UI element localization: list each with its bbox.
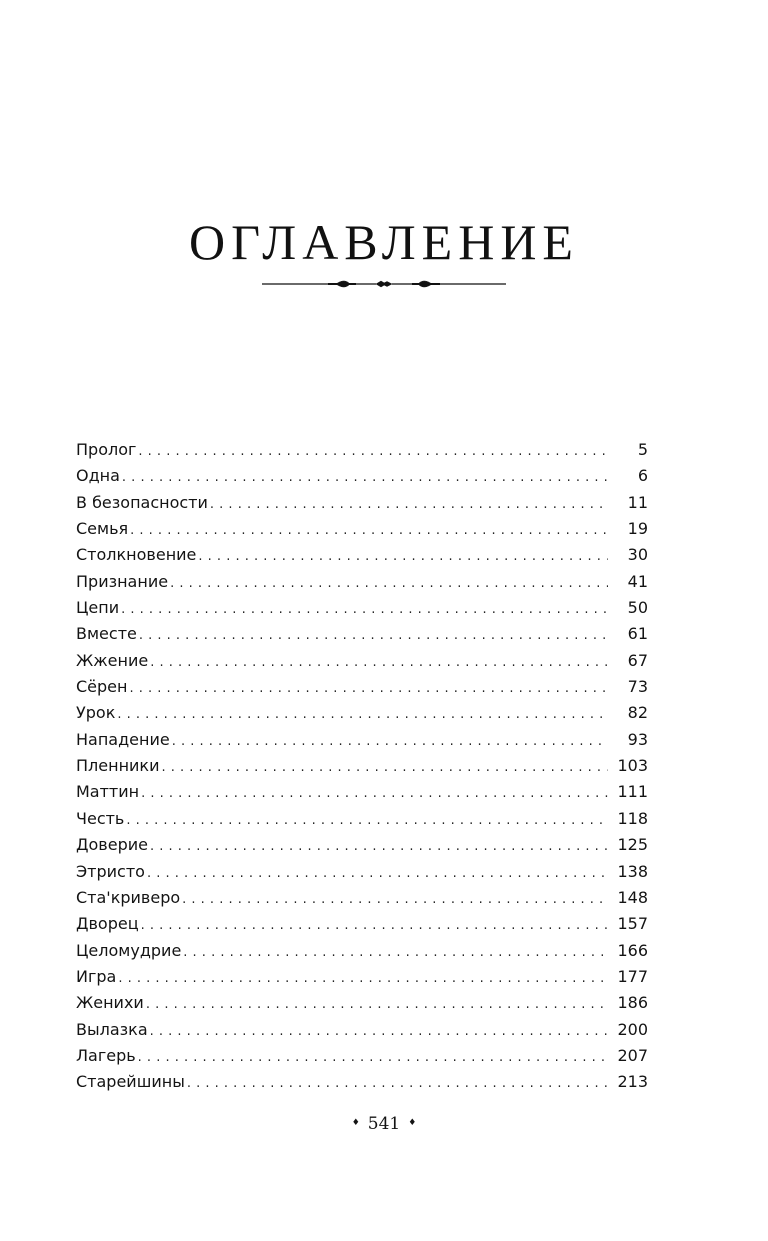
toc-entry-title: Маттин (76, 782, 140, 802)
toc-entry-page: 125 (617, 835, 648, 855)
page-title: ОГЛАВЛЕНИЕ (189, 214, 579, 270)
dot-leader (172, 729, 608, 753)
toc-entry-page: 186 (617, 993, 648, 1013)
toc-entry[interactable] (76, 700, 648, 726)
toc-entry[interactable] (76, 437, 648, 463)
dot-leader (150, 1019, 608, 1043)
toc-entry-page: 5 (637, 440, 648, 459)
toc-entry[interactable] (76, 1043, 648, 1069)
dot-leader (198, 544, 608, 568)
toc-entry[interactable] (76, 727, 648, 753)
toc-entry-page: 118 (617, 808, 648, 828)
dot-leader (130, 518, 608, 542)
toc-entry-page: 177 (617, 966, 648, 986)
dot-leader (121, 597, 608, 621)
table-of-contents (76, 437, 648, 1096)
dot-leader (210, 492, 608, 516)
toc-entry[interactable] (76, 806, 648, 832)
toc-entry-title: Старейшины (76, 1072, 185, 1092)
toc-entry-title: Семья (76, 519, 129, 539)
toc-entry-title: Целомудрие (76, 940, 182, 960)
toc-entry[interactable] (76, 753, 648, 779)
toc-entry-title: Честь (76, 808, 125, 828)
toc-entry[interactable] (76, 542, 648, 568)
toc-entry-page: 207 (617, 1045, 648, 1065)
toc-entry-title: Признание (76, 571, 169, 591)
dot-leader (117, 702, 608, 726)
toc-entry-page: 213 (617, 1072, 648, 1092)
dot-leader (126, 808, 608, 832)
toc-entry[interactable] (76, 885, 648, 911)
toc-entry[interactable] (76, 490, 648, 516)
toc-entry-title: Доверие (76, 835, 148, 855)
toc-entry-title: В безопасности (76, 492, 208, 512)
toc-entry-page: 41 (627, 571, 648, 591)
toc-entry-title: Цепи (76, 598, 120, 618)
toc-entry-title: Вместе (76, 624, 137, 644)
dot-leader (146, 992, 608, 1016)
dot-leader (161, 755, 608, 779)
dot-leader (138, 439, 608, 463)
toc-entry[interactable] (76, 779, 648, 805)
toc-entry[interactable] (76, 990, 648, 1016)
toc-entry-page: 111 (617, 782, 648, 802)
toc-entry-page: 166 (617, 940, 648, 960)
toc-entry-page: 67 (627, 650, 648, 670)
toc-entry-page: 82 (627, 703, 648, 723)
toc-entry[interactable] (76, 648, 648, 674)
dot-leader (141, 781, 608, 805)
toc-entry-title: Дворец (76, 914, 139, 934)
toc-entry-page: 200 (617, 1019, 648, 1039)
page-number-footer (0, 1112, 768, 1137)
toc-entry-title: Этристо (76, 861, 145, 881)
toc-entry[interactable] (76, 938, 648, 964)
toc-entry-page: 103 (617, 756, 648, 776)
dot-leader (118, 966, 608, 990)
toc-entry[interactable] (76, 621, 648, 647)
toc-entry-title: Нападение (76, 729, 170, 749)
toc-entry-title: Пленники (76, 756, 160, 776)
toc-entry[interactable] (76, 595, 648, 621)
toc-entry-title: Игра (76, 966, 117, 986)
toc-entry-page: 19 (627, 519, 648, 539)
toc-entry-page: 73 (627, 677, 648, 697)
toc-entry-page: 30 (627, 545, 648, 565)
toc-entry-title: Жжение (76, 650, 149, 670)
dot-leader (170, 571, 608, 595)
dot-leader (182, 887, 608, 911)
toc-entry[interactable] (76, 859, 648, 885)
toc-entry[interactable] (76, 1017, 648, 1043)
dot-leader (187, 1071, 608, 1095)
toc-entry[interactable] (76, 516, 648, 542)
toc-entry-title: Урок (76, 703, 116, 723)
toc-entry-title: Столкновение (76, 545, 197, 565)
dot-leader (183, 940, 608, 964)
dot-leader (147, 861, 608, 885)
toc-entry-page: 61 (627, 624, 648, 644)
toc-entry[interactable] (76, 1069, 648, 1095)
toc-entry-title: Пролог (76, 440, 137, 459)
dot-leader (139, 623, 608, 647)
dot-leader (138, 1045, 608, 1069)
toc-entry-title: Вылазка (76, 1019, 148, 1039)
page-number: 541 (367, 1114, 401, 1134)
diamond-icon: ♦ (408, 1117, 417, 1128)
toc-entry-page: 148 (617, 887, 648, 907)
toc-entry[interactable] (76, 463, 648, 489)
dot-leader (150, 650, 608, 674)
toc-entry-title: Ста'криверо (76, 887, 181, 907)
toc-entry[interactable] (76, 569, 648, 595)
toc-entry-title: Лагерь (76, 1045, 136, 1065)
dot-leader (122, 465, 608, 489)
dot-leader (150, 834, 608, 858)
toc-entry-page: 6 (637, 466, 648, 486)
toc-entry-page: 157 (617, 914, 648, 934)
toc-entry-page: 93 (627, 729, 648, 749)
toc-entry-page: 11 (627, 492, 648, 512)
diamond-icon: ♦ (351, 1117, 360, 1128)
toc-entry[interactable] (76, 832, 648, 858)
ornament-divider (258, 272, 510, 294)
toc-entry-page: 138 (617, 861, 648, 881)
toc-entry-title: Сёрен (76, 677, 128, 697)
toc-entry-title: Женихи (76, 993, 144, 1013)
toc-entry[interactable] (76, 674, 648, 700)
toc-entry-title: Одна (76, 466, 120, 486)
toc-entry[interactable] (76, 964, 648, 990)
toc-entry[interactable] (76, 911, 648, 937)
toc-entry-page: 50 (627, 598, 648, 618)
dot-leader (141, 913, 608, 937)
dot-leader (129, 676, 608, 700)
